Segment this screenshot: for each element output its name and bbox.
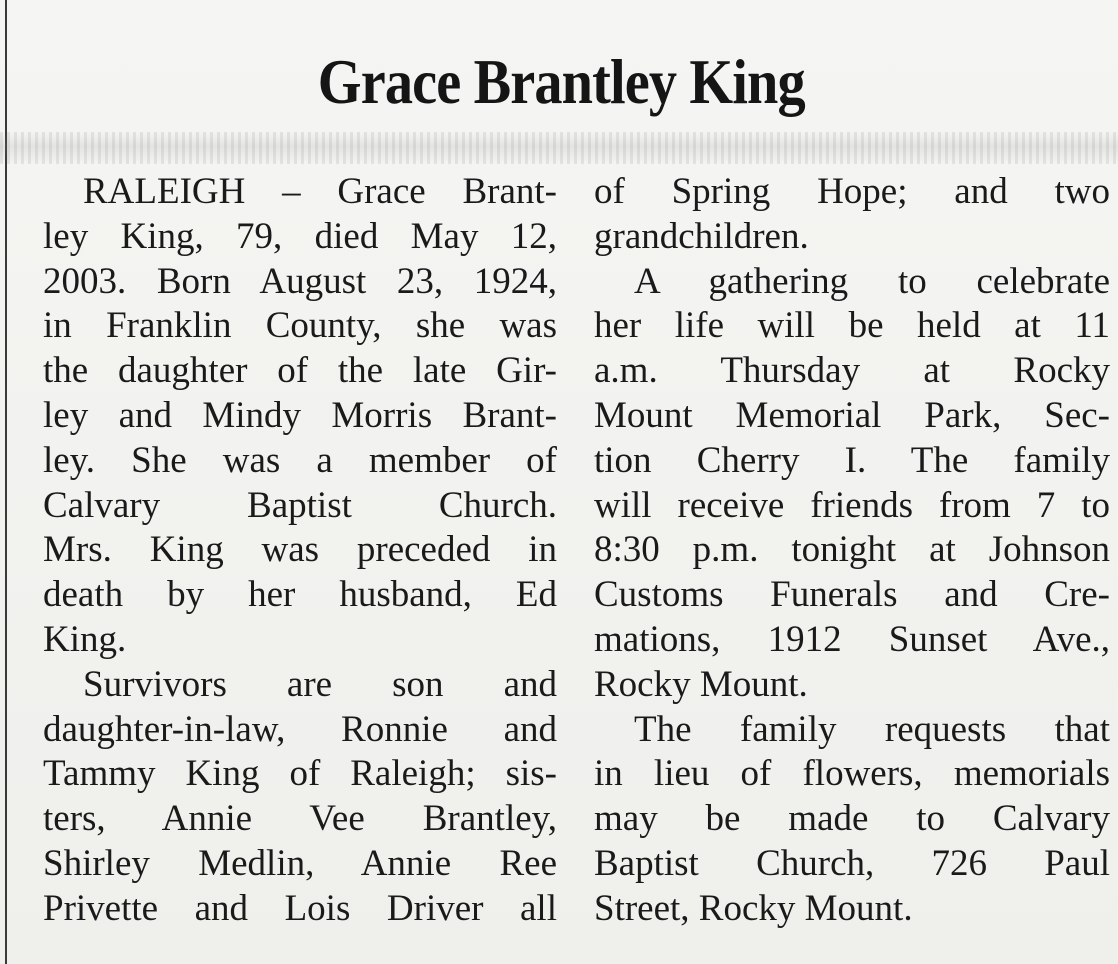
text-line: ley King, 79, died May 12, (43, 215, 557, 257)
text-line: in Franklin County, she was (43, 305, 557, 347)
text-line: grandchildren. (594, 215, 809, 257)
article-left-column (43, 170, 557, 932)
text-line: Calvary Baptist Church. (43, 484, 557, 526)
text-line: King. (43, 618, 127, 660)
text-line: Mrs. King was preceded in (43, 529, 557, 571)
text-line: Shirley Medlin, Annie Ree (43, 842, 557, 884)
text-line: Customs Funerals and Cre- (594, 574, 1110, 616)
text-line: Survivors are son and (83, 663, 557, 705)
text-line: A gathering to celebrate (634, 260, 1110, 302)
text-line: of Spring Hope; and two (594, 171, 1110, 212)
text-line: RALEIGH – Grace Brant- (83, 171, 557, 212)
text-line: death by her husband, Ed (43, 574, 557, 616)
text-line: ley and Mindy Morris Brant- (43, 394, 557, 436)
text-line: tion Cherry I. The family (594, 439, 1110, 481)
text-line: in lieu of flowers, memorials (594, 753, 1110, 795)
text-line: a.m. Thursday at Rocky (594, 350, 1110, 392)
text-line: Privette and Lois Driver all (43, 887, 557, 929)
text-line: ters, Annie Vee Brantley, (43, 798, 557, 840)
text-line: the daughter of the late Gir- (43, 350, 557, 392)
text-line: Tammy King of Raleigh; sis- (43, 753, 557, 795)
text-line: Mount Memorial Park, Sec- (594, 394, 1110, 436)
text-line: her life will be held at 11 (594, 305, 1110, 347)
text-line: ley. She was a member of (43, 439, 557, 481)
text-line: mations, 1912 Sunset Ave., (594, 618, 1110, 660)
text-line: 2003. Born August 23, 1924, (43, 260, 557, 302)
article-right-column (594, 170, 1110, 932)
text-line: will receive friends from 7 to (594, 484, 1110, 526)
text-line: 8:30 p.m. tonight at Johnson (594, 529, 1110, 571)
obituary-headline: Grace Brantley King (317, 46, 805, 117)
headline-separator (0, 132, 1118, 164)
text-line: Street, Rocky Mount. (594, 887, 913, 929)
text-line: Rocky Mount. (594, 663, 808, 705)
text-line: daughter-in-law, Ronnie and (43, 708, 557, 750)
text-line: The family requests that (634, 708, 1110, 750)
text-line: may be made to Calvary (594, 798, 1110, 840)
text-line: Baptist Church, 726 Paul (594, 842, 1110, 884)
